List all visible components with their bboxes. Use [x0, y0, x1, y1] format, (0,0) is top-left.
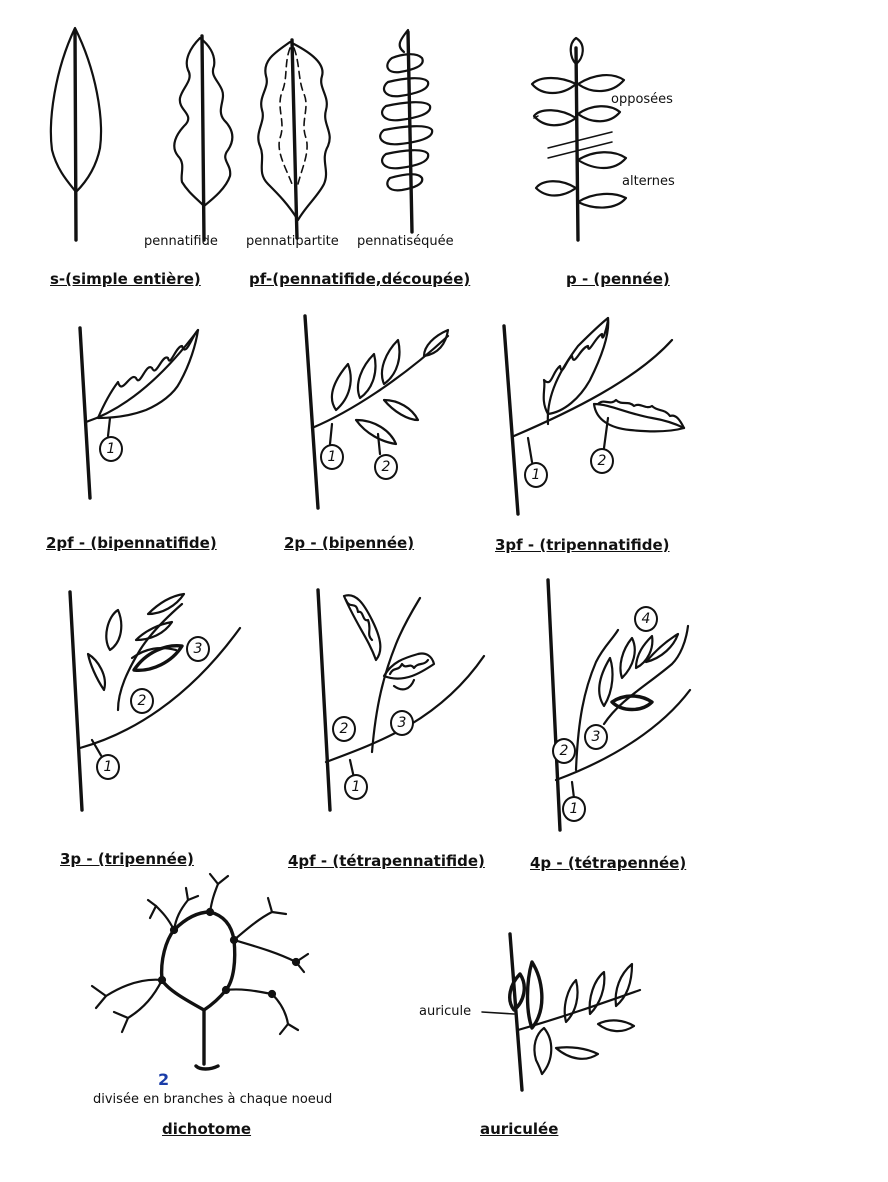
order-marker: 1: [562, 796, 586, 822]
order-marker: 2: [590, 448, 614, 474]
simple-leaf-drawing: [51, 28, 101, 240]
tetrapennatifide-leaf-drawing: [318, 590, 484, 810]
label-opposees: opposées: [611, 92, 673, 107]
order-marker: 1: [344, 774, 368, 800]
bipennatifide-leaf-drawing: [80, 328, 198, 498]
caption-tripennatifide: 3pf - (tripennatifide): [495, 536, 670, 554]
pennatifide-leaf-drawing: [174, 36, 232, 240]
order-marker: 3: [186, 636, 210, 662]
order-marker: 2: [374, 454, 398, 480]
label-pennatisequee: pennatiséquée: [357, 234, 454, 249]
caption-bipennee: 2p - (bipennée): [284, 534, 415, 552]
caption-pennatifide-group: pf-(pennatifide,découpée): [249, 270, 471, 288]
handwritten-number: 2: [158, 1070, 170, 1089]
order-marker: 1: [96, 754, 120, 780]
dichotome-drawing: [92, 874, 308, 1069]
caption-tetrapennee: 4p - (tétrapennée): [530, 854, 687, 872]
order-marker: 2: [130, 688, 154, 714]
caption-tripennee: 3p - (tripennée): [60, 850, 194, 868]
tripennee-leaf-drawing: [70, 592, 240, 810]
pennatisequee-leaf-drawing: [380, 30, 432, 232]
label-pennatifide: pennatifide: [144, 234, 218, 249]
order-marker: 2: [332, 716, 356, 742]
label-auricule: auricule: [419, 1004, 472, 1019]
order-marker: 3: [390, 710, 414, 736]
caption-dichotome: dichotome: [162, 1120, 252, 1138]
order-marker: 1: [99, 436, 123, 462]
label-divisee: divisée en branches à chaque noeud: [93, 1092, 333, 1107]
label-pennatipartite: pennatipartite: [246, 234, 339, 249]
order-marker: 1: [320, 444, 344, 470]
caption-bipennatifide: 2pf - (bipennatifide): [46, 534, 217, 552]
pennee-leaf-drawing: [532, 38, 626, 240]
caption-pennee: p - (pennée): [566, 270, 670, 288]
caption-tetrapennatifide: 4pf - (tétrapennatifide): [288, 852, 485, 870]
order-marker: 1: [524, 462, 548, 488]
caption-simple: s-(simple entière): [50, 270, 201, 288]
order-marker: 4: [634, 606, 658, 632]
auriculee-drawing: [482, 934, 640, 1090]
caption-auriculee: auriculée: [480, 1120, 559, 1138]
label-alternes: alternes: [622, 174, 675, 189]
tetrapennee-leaf-drawing: [548, 580, 690, 830]
order-marker: 2: [552, 738, 576, 764]
order-marker: 3: [584, 724, 608, 750]
bipennee-leaf-drawing: [305, 316, 448, 508]
pennatipartite-leaf-drawing: [258, 40, 329, 238]
